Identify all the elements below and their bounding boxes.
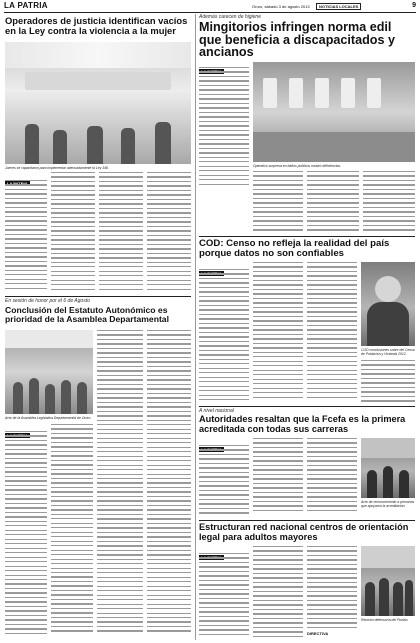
story3-body-col2 [253,262,303,403]
story5-headline: Autoridades resaltan que la Fcefa es la primera acreditada con todas sus carreras [199,414,406,434]
story6-caption: Reunión defensoría del Pueblo. [361,618,409,622]
story4-caption: Acto de la Asamblea Legislativa Departamental de Oruro. [5,416,92,420]
story6-subhead: DIRECTIVA [307,631,329,636]
story3-body-col1 [199,269,249,403]
story2-kicker: Además carecen de higiene [199,14,261,20]
story5-photo [361,438,415,498]
story1-body-col1 [5,180,47,292]
story2-body-col4 [363,171,415,233]
story5-caption: Acto de reconocimiento a personas que apoyaron la acreditación. [361,500,415,508]
story5-body-col2 [253,438,303,517]
story6-body-col3 [307,546,357,630]
story3-caption: COD conclusiones sobre del Censo de Población y Vivienda 2012. [361,348,415,356]
story5-body-col3 [307,438,357,517]
story2-photo [253,62,415,162]
story6-photo [361,546,415,616]
column-divider [195,14,196,640]
story1-photo [5,42,191,164]
story5-kicker: A nivel nacional [199,408,234,414]
story2-body-col2 [253,171,303,233]
story6-top-rule [199,520,415,521]
story5-body-col1 [199,445,249,517]
story5-top-rule [199,406,415,407]
story3-body-col4 [361,360,415,403]
story3-photo [361,262,415,346]
section-label: NOTICIAS LOCALES [316,3,361,10]
story6-body-col1 [199,553,249,639]
masthead [4,2,416,13]
story4-headline: Conclusión del Estatuto Autonómico es prioridad de la Asamblea Departamental [5,305,169,325]
story6-body-col2 [253,546,303,639]
story1-headline: Operadores de justicia identifican vacíos en la Ley contra la violencia a la mujer [5,15,188,36]
story2-headline: Mingitorios infringen norma edil que beneficia a discapacitados y ancianos [199,20,395,60]
story4-body-col3 [97,330,143,639]
issue-date: Oruro, sábado 3 de agosto 2013 [252,4,310,9]
story6-headline: Estructuran red nacional centros de orientación legal para adultos mayores [199,522,409,542]
story4-body-col4 [147,330,191,639]
story4-kicker: En sesión de honor por el 6 de Agosto [5,298,90,304]
story3-top-rule [199,236,415,237]
newspaper-logo: LA PATRIA [4,1,48,10]
story2-body-col3 [307,171,359,233]
story1-caption: Jueces se capacitaron para implementar adecuadamente la Ley 348. [5,166,109,170]
story4-photo [5,330,93,414]
story1-body-col2 [51,172,95,292]
story2-body-col1 [199,67,249,187]
page-number: 9 [412,2,416,9]
story1-body-col4 [147,172,191,292]
story2-caption: Operativo sorpresa en baños públicos mostró deficiencias. [253,164,342,168]
story4-top-rule [5,296,191,297]
story3-headline: COD: Censo no refleja la realidad del país porque datos no son confiables [199,238,390,260]
story3-body-col3 [307,262,357,403]
story4-body-col1 [5,431,47,639]
story1-body-col3 [99,172,143,292]
story4-body-col2 [51,424,93,639]
